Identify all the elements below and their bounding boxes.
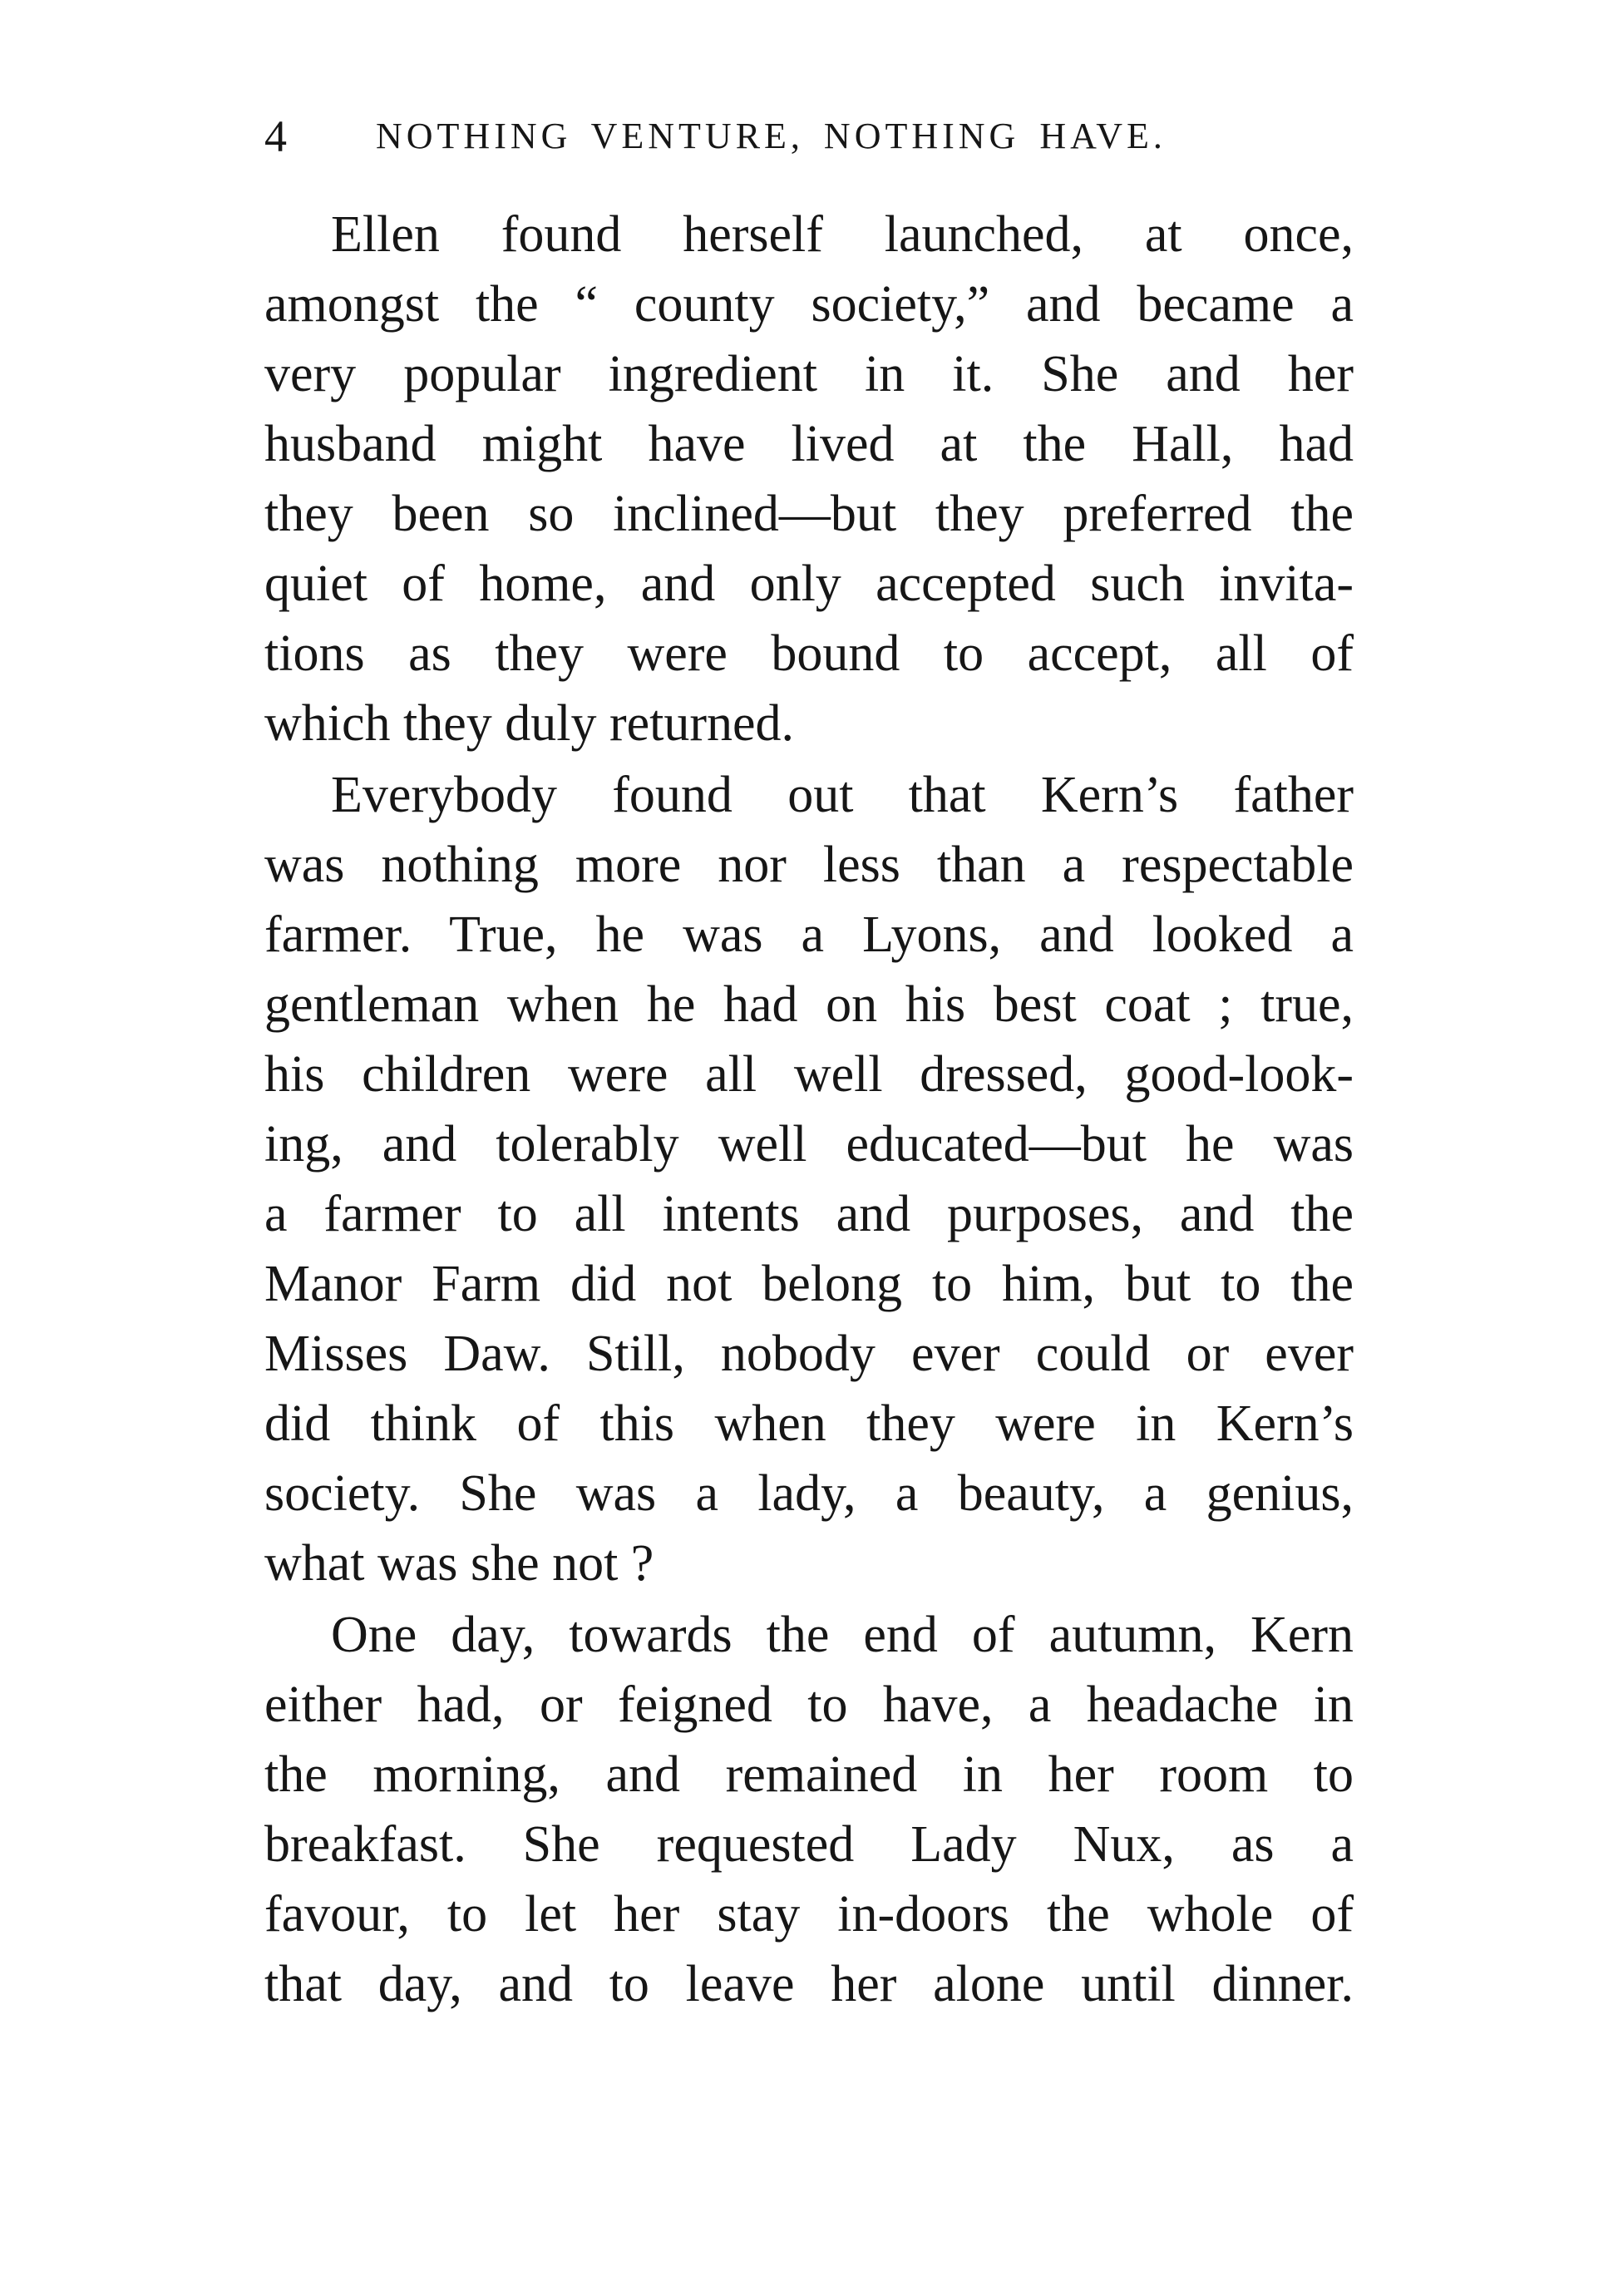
- text-line: that day, and to leave her alone until dinner.: [264, 1956, 1354, 2012]
- text-line: did think of this when they were in Kern’s: [264, 1395, 1354, 1452]
- text-line: they been so inclined—but they preferred the: [264, 486, 1354, 542]
- text-line: society. She was a lady, a beauty, a genius,: [264, 1465, 1354, 1522]
- text-line: amongst the “ county society,” and became a: [264, 276, 1354, 333]
- text-line: very popular ingredient in it. She and her: [264, 346, 1354, 402]
- text-line: farmer. True, he was a Lyons, and looked a: [264, 906, 1354, 963]
- text-line: his children were all well dressed, good-look-: [264, 1046, 1354, 1103]
- text-line: what was she not ?: [264, 1535, 654, 1592]
- page-number: 4: [264, 111, 288, 161]
- text-line: ing, and tolerably well educated—but he was: [264, 1116, 1354, 1173]
- text-line: tions as they were bound to accept, all of: [264, 625, 1354, 682]
- text-line: Everybody found out that Kern’s father: [331, 767, 1354, 823]
- text-line: Ellen found herself launched, at once,: [331, 206, 1354, 263]
- text-line: husband might have lived at the Hall, had: [264, 416, 1354, 472]
- text-line: was nothing more nor less than a respectable: [264, 837, 1354, 893]
- text-line: gentleman when he had on his best coat ; true,: [264, 976, 1354, 1033]
- text-line: which they duly returned.: [264, 695, 795, 752]
- running-head: [264, 103, 1345, 170]
- text-line: either had, or feigned to have, a headache in: [264, 1676, 1354, 1733]
- text-line: One day, towards the end of autumn, Kern: [331, 1607, 1354, 1663]
- text-line: quiet of home, and only accepted such invita-: [264, 555, 1354, 612]
- body-text: [264, 200, 1354, 2021]
- paragraph-everybody: [264, 760, 1354, 1598]
- text-line: Manor Farm did not belong to him, but to the: [264, 1256, 1354, 1312]
- text-line: the morning, and remained in her room to: [264, 1746, 1354, 1803]
- text-line: a farmer to all intents and purposes, and the: [264, 1186, 1354, 1242]
- running-title: NOTHING VENTURE, NOTHING HAVE.: [376, 116, 1167, 156]
- text-line: Misses Daw. Still, nobody ever could or ever: [264, 1326, 1354, 1382]
- paragraph-ellen: [264, 200, 1354, 758]
- paragraph-one-day: [264, 1600, 1354, 2019]
- text-line: favour, to let her stay in-doors the whole of: [264, 1886, 1354, 1943]
- text-line: breakfast. She requested Lady Nux, as a: [264, 1816, 1354, 1873]
